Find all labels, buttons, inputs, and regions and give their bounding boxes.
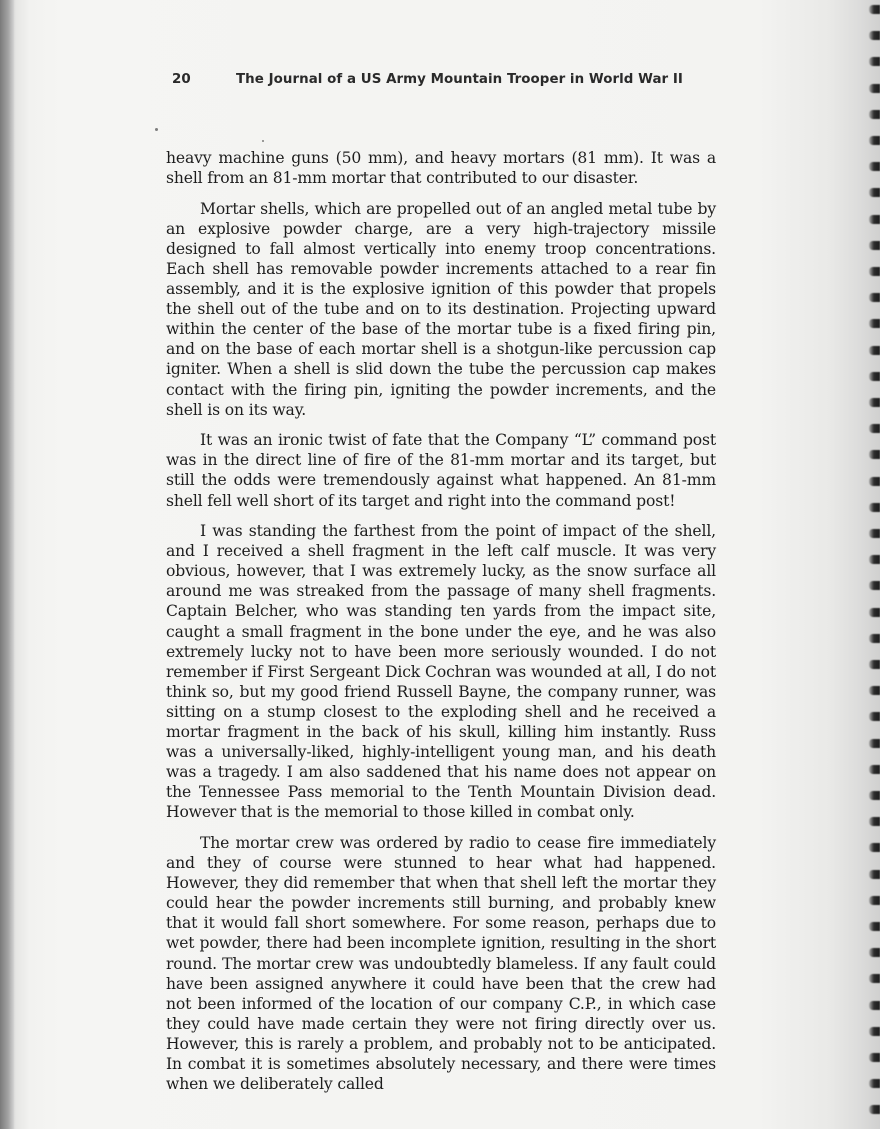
- binding-hole: [869, 555, 880, 564]
- paragraph: It was an ironic twist of fate that the Company “L” command post was in the direct line of fire of the 81-mm mortar and its target, but still the odds were tremendously against what happened. An 81-mm shell fell well short of its target and right into the command post!: [166, 431, 716, 510]
- binding-hole: [869, 31, 880, 40]
- binding-hole: [869, 372, 880, 381]
- binding-hole: [869, 896, 880, 905]
- binding-hole: [869, 817, 880, 826]
- binding-hole: [869, 581, 880, 590]
- binding-hole: [869, 791, 880, 800]
- binding-hole: [869, 529, 880, 538]
- paragraph: heavy machine guns (50 mm), and heavy mortars (81 mm). It was a shell from an 81-mm mortar that contributed to our disaster.: [166, 149, 716, 188]
- binding-hole: [869, 57, 880, 66]
- binding-hole: [869, 1001, 880, 1010]
- binding-hole: [869, 136, 880, 145]
- binding-hole: [869, 424, 880, 433]
- binding-hole: [869, 712, 880, 721]
- scan-speck: [155, 128, 158, 131]
- binding-hole: [869, 974, 880, 983]
- scan-speck: [262, 140, 264, 142]
- book-title: The Journal of a US Army Mountain Trooper in World War II: [236, 72, 683, 87]
- binding-hole: [869, 110, 880, 119]
- binding-hole: [869, 1027, 880, 1036]
- binding-hole: [869, 346, 880, 355]
- page-edge-shadow: [0, 0, 14, 1129]
- body-text: [166, 148, 716, 1094]
- binding-hole: [869, 1105, 880, 1114]
- binding-hole: [869, 608, 880, 617]
- binding-hole: [869, 241, 880, 250]
- paragraph: The mortar crew was ordered by radio to cease fire immediately and they of course were stunned to hear what had happened. However, they did remember that when that shell left the mortar they could hear the powder increments still burning, and probably knew that it would fall short somewhere. For some reason, perhaps due to wet powder, there had been incomplete ignition, resulting in the short round. The mortar crew was undoubtedly blameless. If any fault could have been assigned anywhere it could have been that the crew had not been informed of the location of our company C.P., in which case they could have made certain they were not firing directly over us. However, this is rarely a problem, and probably not to be anticipated. In combat it is sometimes absolutely necessary, and there were times when we deliberately called: [166, 834, 716, 1094]
- binding-hole: [869, 188, 880, 197]
- binding-hole: [869, 319, 880, 328]
- binding-hole: [869, 948, 880, 957]
- page-number: 20: [172, 72, 191, 87]
- binding-hole: [869, 503, 880, 512]
- binding-hole: [869, 870, 880, 879]
- binding-hole: [869, 765, 880, 774]
- binding-hole: [869, 293, 880, 302]
- binding-hole: [869, 477, 880, 486]
- binding-hole: [869, 84, 880, 93]
- binding-hole: [869, 634, 880, 643]
- binding-hole: [869, 215, 880, 224]
- binding-hole: [869, 922, 880, 931]
- binding-hole: [869, 686, 880, 695]
- binding-hole: [869, 162, 880, 171]
- running-header: [172, 72, 692, 87]
- binding-hole: [869, 450, 880, 459]
- binding-hole: [869, 660, 880, 669]
- paragraph: I was standing the farthest from the point of impact of the shell, and I received a shell fragment in the left calf muscle. It was very obvious, however, that I was extremely lucky, as the snow surface all around me was streaked from the passage of many shell fragments. Captain Belcher, who was standing ten yards from the impact site, caught a small fragment in the bone under the eye, and he was also extremely lucky not to have been more seriously wounded. I do not remember if First Sergeant Dick Cochran was wounded at all, I do not think so, but my good friend Russell Bayne, the company runner, was sitting on a stump closest to the exploding shell and he received a mortar fragment in the back of his skull, killing him instantly. Russ was a universally-liked, highly-intelligent young man, and his death was a tragedy. I am also saddened that his name does not appear on the Tennessee Pass memorial to the Tenth Mountain Division dead. However that is the memorial to those killed in combat only.: [166, 522, 716, 822]
- binding-hole: [869, 5, 880, 14]
- binding-hole: [869, 1079, 880, 1088]
- paragraph: Mortar shells, which are propelled out of an angled metal tube by an explosive powder charge, are a very high-trajectory missile designed to fall almost vertically into enemy troop concentrations. Each shell has removable powder increments attached to a rear fin assembly, and it is the explosive ignition of this powder that propels the shell out of the tube and on to its destination. Projecting upward within the center of the base of the mortar tube is a fixed firing pin, and on the base of each mortar shell is a shotgun-like percussion cap igniter. When a shell is slid down the tube the percussion cap makes contact with the firing pin, igniting the powder increments, and the shell is on its way.: [166, 199, 716, 419]
- binding-hole: [869, 843, 880, 852]
- spiral-binding: [864, 0, 880, 1129]
- binding-hole: [869, 267, 880, 276]
- binding-hole: [869, 739, 880, 748]
- binding-hole: [869, 1053, 880, 1062]
- binding-hole: [869, 398, 880, 407]
